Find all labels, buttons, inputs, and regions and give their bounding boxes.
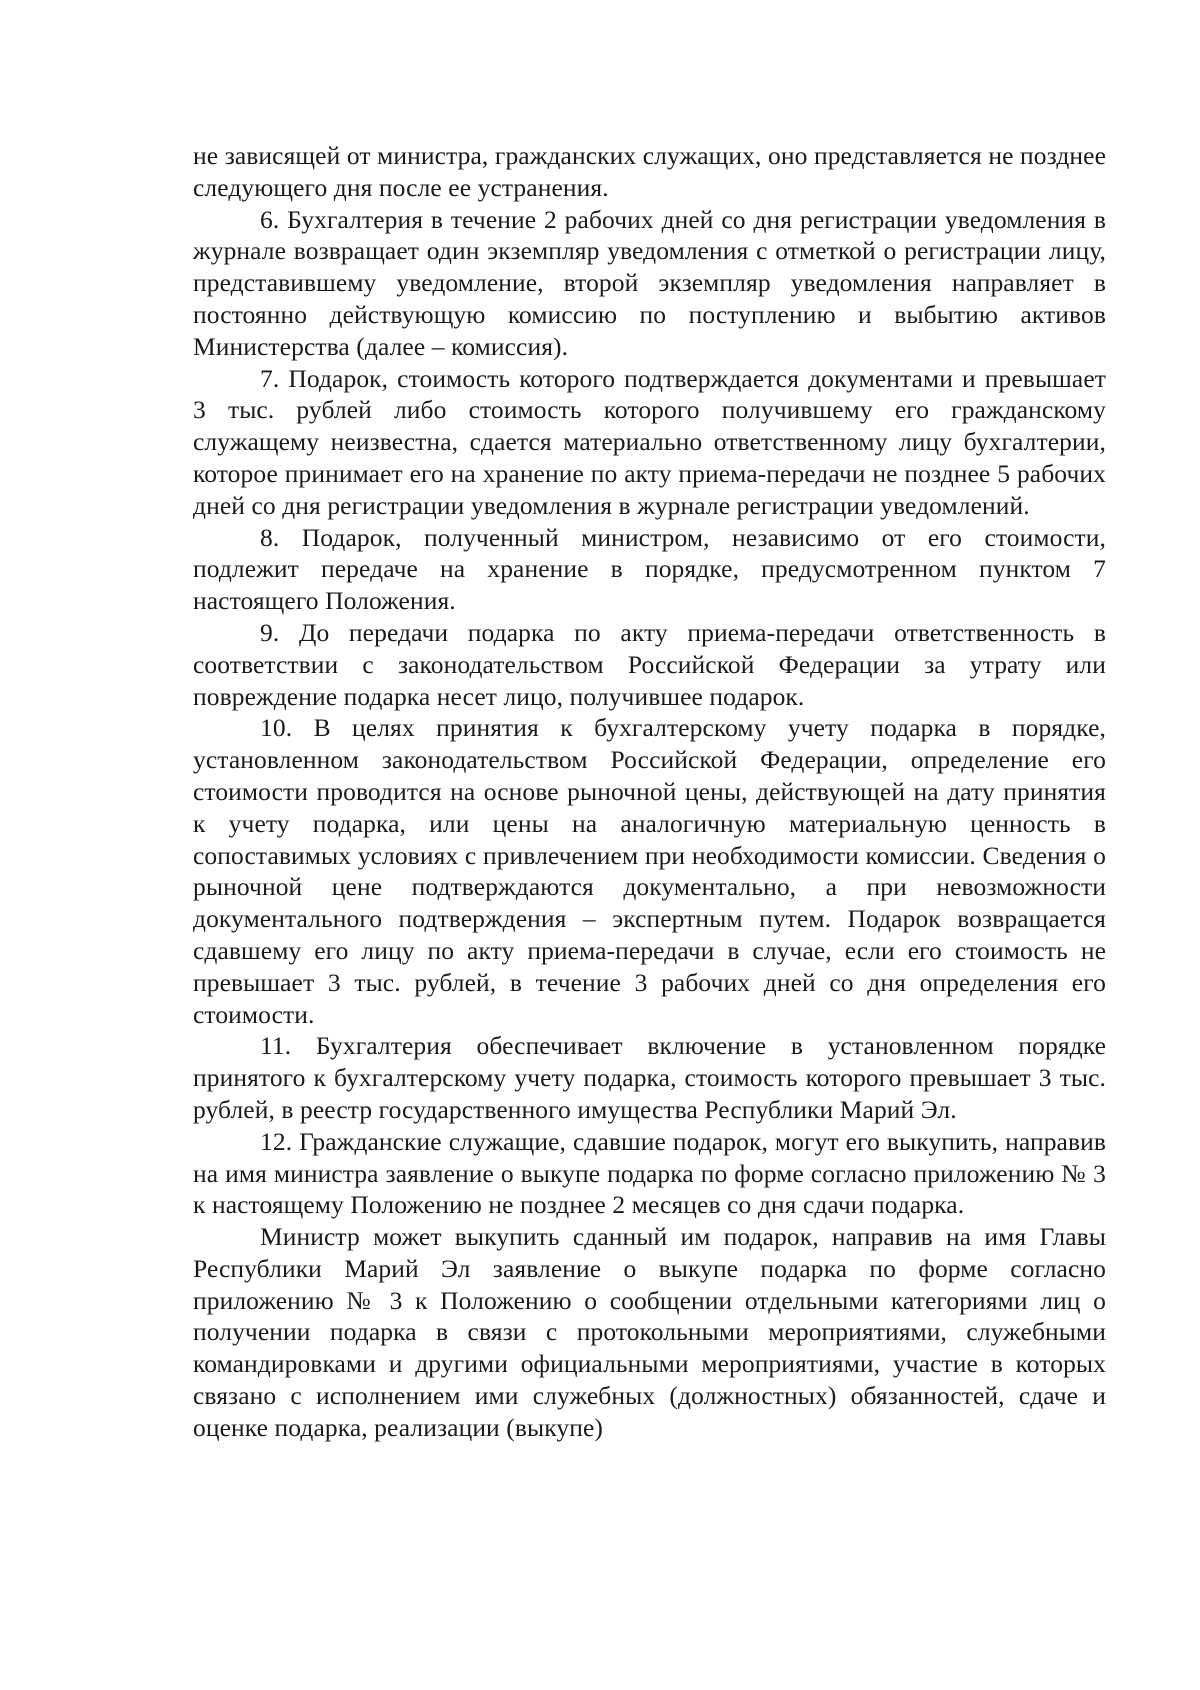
paragraph-item-8: 8. Подарок, полученный министром, независимо от его стоимости, подлежит передаче на хранение в порядке, предусмотренном пунктом 7 настоящего Положения. — [193, 522, 1106, 616]
paragraph-item-10: 10. В целях принятия к бухгалтерскому учету подарка в порядке, установленном законодательством Российской Федерации, определение его стоимости проводится на основе рыночной цены, действующей на дату принятия к учету подарка, или цены на аналогичную материальную ценность в сопоставимых условиях с привлечением при необходимости комиссии. Сведения о рыночной цене подтверждаются документально, а при невозможности документального подтверждения – экспертным путем. Подарок возвращается сдавшему его лицу по акту приема-передачи в случае, если его стоимость не превышает 3 тыс. рублей, в течение 3 рабочих дней со дня определения его стоимости. — [193, 713, 1106, 1029]
document-page — [193, 140, 1106, 1444]
paragraph-item-9: 9. До передачи подарка по акту приема-передачи ответственность в соответствии с законодательством Российской Федерации за утрату или повреждение подарка несет лицо, получившее подарок. — [193, 617, 1106, 711]
paragraph-item-6: 6. Бухгалтерия в течение 2 рабочих дней со дня регистрации уведомления в журнале возвращает один экземпляр уведомления с отметкой о регистрации лицу, представившему уведомление, второй экземпляр уведомления направляет в постоянно действующую комиссию по поступлению и выбытию активов Министерства (далее – комиссия). — [193, 204, 1106, 361]
paragraph-item-12: 12. Гражданские служащие, сдавшие подарок, могут его выкупить, направив на имя министра заявление о выкупе подарка по форме согласно приложению № 3 к настоящему Положению не позднее 2 месяцев со дня сдачи подарка. — [193, 1126, 1106, 1220]
paragraph-item-7: 7. Подарок, стоимость которого подтверждается документами и превышает 3 тыс. рублей либо стоимость которого получившему его гражданскому служащему неизвестна, сдается материально ответственному лицу бухгалтерии, которое принимает его на хранение по акту приема-передачи не позднее 5 рабочих дней со дня регистрации уведомления в журнале регистрации уведомлений. — [193, 363, 1106, 520]
paragraph-minister-buyout: Министр может выкупить сданный им подарок, направив на имя Главы Республики Марий Эл заявление о выкупе подарка по форме согласно приложению № 3 к Положению о сообщении отдельными категориями лиц о получении подарка в связи с протокольными мероприятиями, служебными командировками и другими официальными мероприятиями, участие в которых связано с исполнением ими служебных (должностных) обязанностей, сдаче и оценке подарка, реализации (выкупе) — [193, 1222, 1106, 1442]
paragraph-item-11: 11. Бухгалтерия обеспечивает включение в установленном порядке принятого к бухгалтерскому учету подарка, стоимость которого превышает 3 тыс. рублей, в реестр государственного имущества Республики Марий Эл. — [193, 1031, 1106, 1124]
paragraph-continuation: не зависящей от министра, гражданских служащих, оно представляется не позднее следующего дня после ее устранения. — [193, 141, 1106, 202]
